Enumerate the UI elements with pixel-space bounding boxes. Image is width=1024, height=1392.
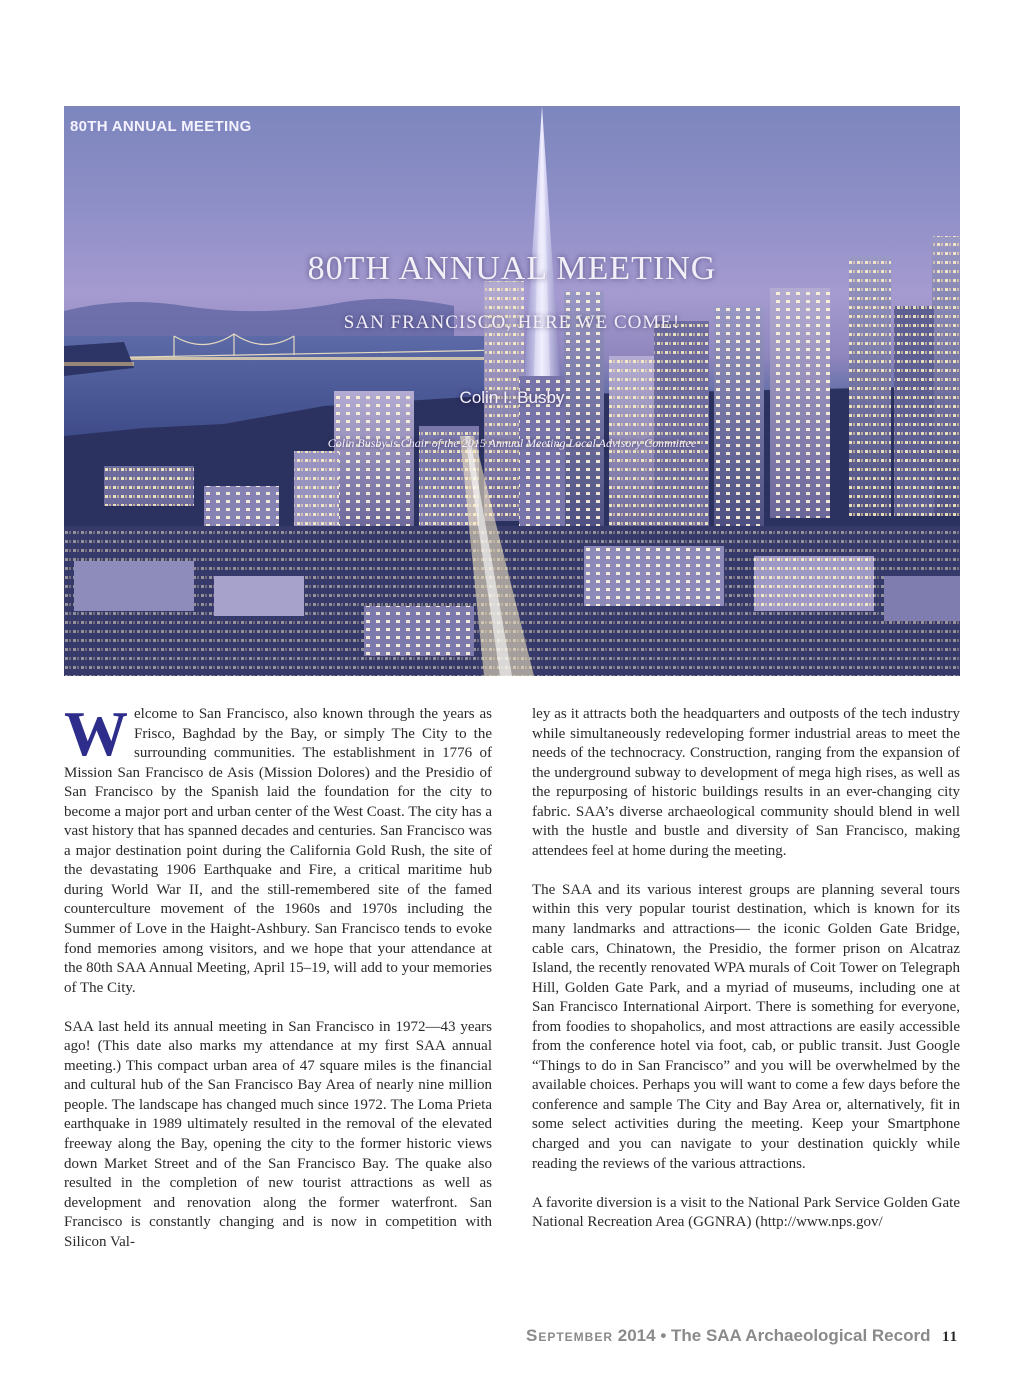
footer-month: September xyxy=(526,1326,614,1345)
paragraph: SAA last held its annual meeting in San Francisco in 1972—43 years ago! (This date also marks my attendance at my first SAA annual meeting.) This compact urban area of 47 square miles is the financial and cultural hub of the San Francisco Bay Area of nearly nine million people. The landscape has changed much since 1972. The Loma Prieta earthquake in 1989 ultimately resulted in the removal of the elevated freeway along the Bay, opening the city to the former historic views down Market Street and of the San Francisco Bay. The quake also resulted in the completion of new tourist attractions as well as development and renovation along the former waterfront. San Francisco is constantly changing and is now in competition with Silicon Val- xyxy=(64,1018,492,1250)
footer-separator: • xyxy=(660,1326,667,1345)
paragraph: The SAA and its various interest groups are planning several tours within this very popular tourist destination, which is known for its many landmarks and attractions— the iconic Golden Gate Bridge, cable cars, Chinatown, the Presidio, the former prison on Alcatraz Island, the recently renovated WPA murals of Coit Tower on Telegraph Hill, Golden Gate Park, and a myriad of museums, including one at San Francisco International Airport. There is something for everyone, from foodies to shopaholics, and most attractions are easily accessible from the conference hotel via foot, cab, or public transit. Just Google “Things to do in San Francisco” and you will be overwhelmed by the available choices. Perhaps you will want to come a few days before the conference and sample The City and Bay Area or, alternatively, fit in some select activities during the meeting. Keep your Smartphone charged and you can navigate to your destination quickly while reading the reviews of the various attractions. xyxy=(532,881,960,1172)
paragraph xyxy=(64,698,492,998)
footer-publication: The SAA Archaeological Record xyxy=(671,1326,931,1345)
article-subtitle: SAN FRANCISCO, HERE WE COME! xyxy=(343,312,681,333)
page-number: 11 xyxy=(942,1329,959,1345)
paragraph: A favorite diversion is a visit to the National Park Service Golden Gate National Recreation Area (GGNRA) (http://www.nps.gov/ xyxy=(532,1194,960,1231)
footer-year: 2014 xyxy=(617,1326,656,1345)
author-note: Colin Busby is Chair of the 2015 Annual Meeting Local Advisory Committee xyxy=(327,436,697,450)
left-column xyxy=(64,698,492,1272)
author-byline: Colin I. Busby xyxy=(459,388,565,407)
drop-cap: W xyxy=(64,698,128,769)
article-title: 80TH ANNUAL MEETING xyxy=(307,250,717,287)
right-column xyxy=(532,705,960,1252)
hero-image xyxy=(64,106,960,676)
section-label: 80TH ANNUAL MEETING xyxy=(70,118,252,135)
paragraph: ley as it attracts both the headquarters and outposts of the tech industry while simultaneously redeveloping former industrial areas to meet the needs of the technocracy. Construction, ranging from the expansion of the underground subway to development of mega high rises, as well as the repurposing of historic buildings results in an ever-changing city fabric. SAA’s diverse archaeological community should blend in well with the hustle and bustle and diversity of San Francisco, making attendees feel at home during the meeting. xyxy=(532,706,960,859)
paragraph-text: elcome to San Francisco, also known through the years as Frisco, Baghdad by the Bay, or simply The City to the surrounding communities. The establishment in 1776 of Mission San Francisco de Asis (Mission Dolores) and the Presidio of San Francisco by the Spanish laid the foundation for the city to become a major port and urban center of the West Coast. The city has a vast history that has spanned decades and centuries. San Francisco was a major destination point during the California Gold Rush, the site of the devastating 1906 Earthquake and Fire, a critical maritime hub during World War II, and the still-remembered site of the famed counterculture movement of the 1960s and 1970s including the Summer of Love in the Haight-Ashbury. San Francisco tends to evoke fond memories among visitors, and we hope that your attendance at the 80th SAA Annual Meeting, April 15–19, will add to your memories of The City. xyxy=(64,706,492,996)
page-footer xyxy=(526,1326,930,1346)
